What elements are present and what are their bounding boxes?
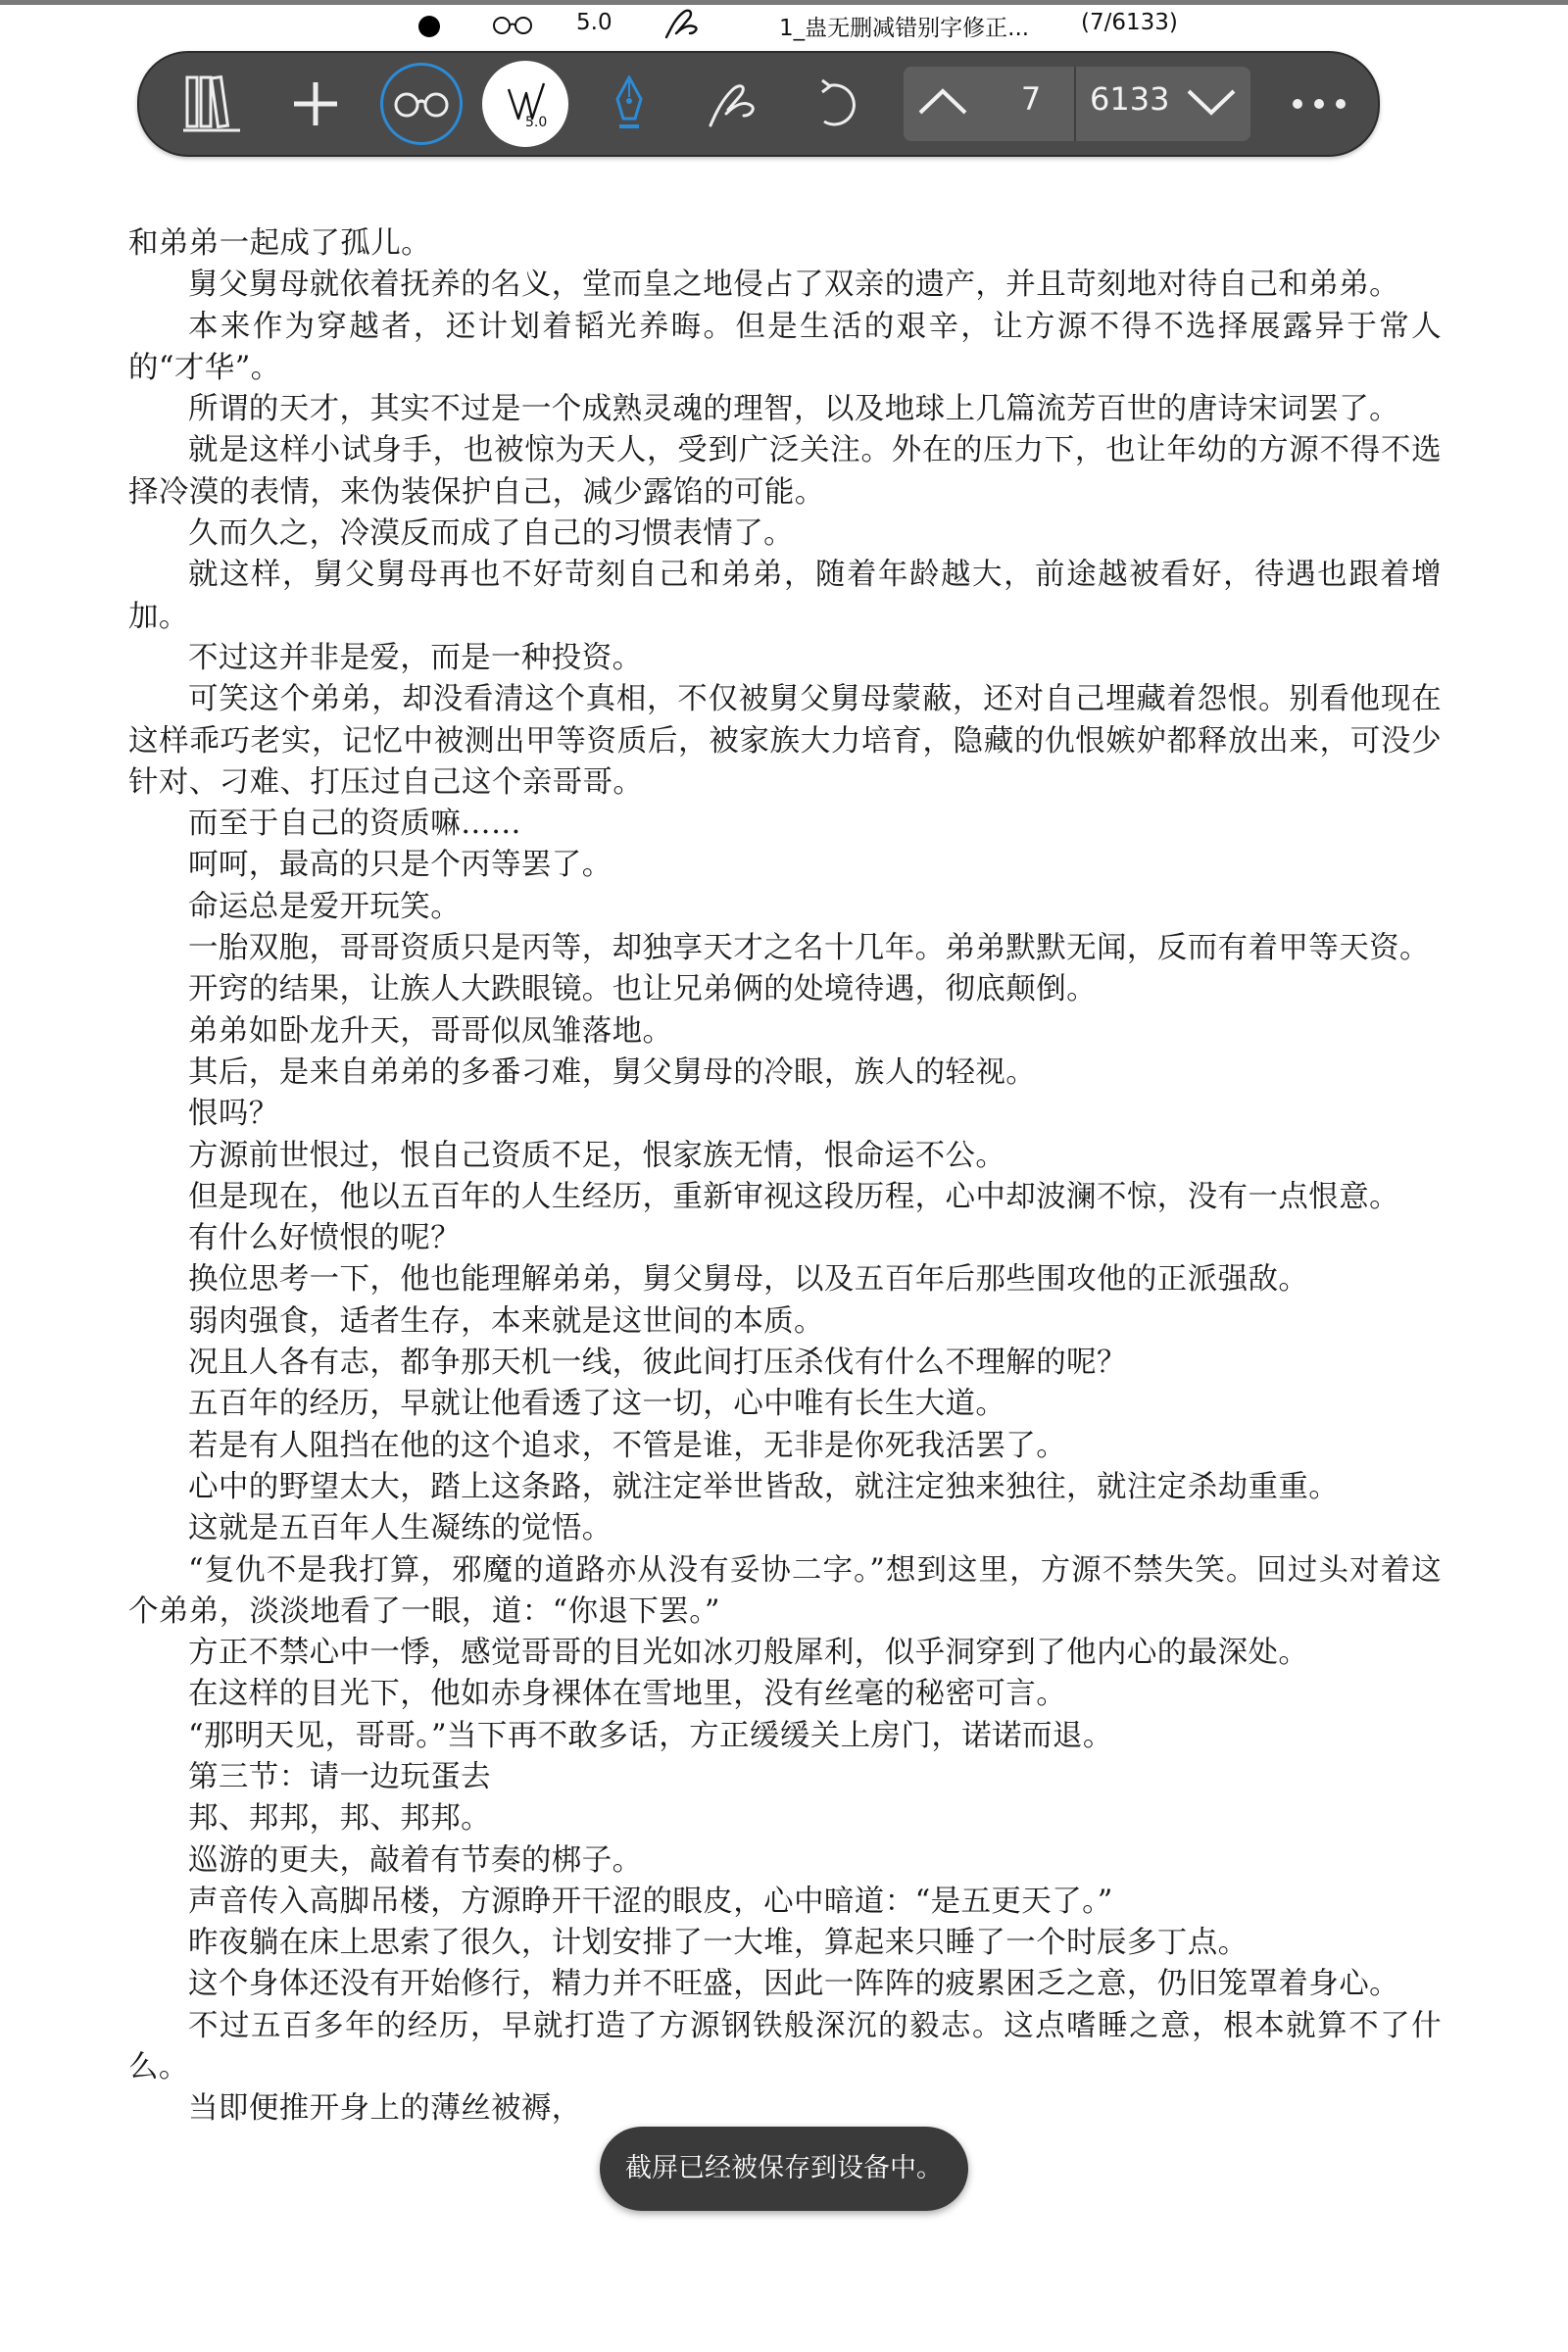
paragraph: 本来作为穿越者，还计划着韬光养晦。但是生活的艰辛，让方源不得不选择展露异于常人的“才华”。 (128, 309, 1442, 385)
pen-version-label: 5.0 (525, 115, 548, 130)
glasses-icon (492, 14, 533, 41)
page-navigator (904, 67, 1250, 141)
paragraph: 方正不禁心中一悸，感觉哥哥的目光如冰刃般犀利，似乎洞穿到了他内心的最深处。 (188, 1636, 1309, 1671)
toolbar (137, 51, 1380, 157)
undo-button[interactable] (798, 65, 876, 143)
paragraph: 而至于自己的资质嘛…… (188, 807, 521, 842)
reading-mode-button[interactable] (380, 63, 463, 145)
chevron-up-icon (916, 87, 969, 121)
page-divider (1074, 67, 1076, 141)
document-title: 1_蛊无删减错别字修正... (779, 16, 1030, 41)
paragraph: 恨吗？ (188, 1097, 279, 1132)
record-dot-icon (418, 16, 440, 37)
paragraph: 当即便推开身上的薄丝被褥， (188, 2091, 582, 2127)
paragraph: 昨夜躺在床上思索了很久，计划安排了一大堆，算起来只睡了一个时辰多丁点。 (188, 1926, 1249, 1961)
previous-page-button[interactable] (911, 73, 974, 135)
paragraph: 心中的野望太大，踏上这条路，就注定举世皆敌，就注定独来独往，就注定杀劫重重。 (188, 1469, 1340, 1504)
paragraph: 舅父舅母就依着抚养的名义，堂而皇之地侵占了双亲的遗产，并且苛刻地对待自己和弟弟。 (188, 268, 1399, 303)
paragraph: 其后，是来自弟弟的多番刁难，舅父舅母的冷眼，族人的轻视。 (188, 1054, 1037, 1090)
paragraph: 第三节：请一边玩蛋去 (188, 1759, 491, 1794)
add-icon (290, 78, 341, 129)
hand-sign-button[interactable] (694, 65, 772, 143)
undo-icon (812, 78, 861, 129)
paragraph: 呵呵，最高的只是个丙等罢了。 (188, 848, 612, 883)
next-page-button[interactable] (1180, 73, 1243, 135)
paragraph: 不过五百多年的经历，早就打造了方源钢铁般深沉的毅志。这点嗜睡之意，根本就算不了什么。 (128, 2008, 1442, 2085)
paragraph: 况且人各有志，都争那天机一线，彼此间打压杀伐有什么不理解的呢？ (188, 1346, 1127, 1381)
paragraph: 可笑这个弟弟，却没看清这个真相，不仅被舅父舅母蒙蔽，还对自己埋藏着怨恨。别看他现在这样乖巧老实，记忆中被测出甲等资质后，被家族大力培育，隐藏的仇恨嫉妒都释放出来，可没少针对、刁难、打压过自己这个亲哥哥。 (128, 682, 1442, 800)
fountain-pen-icon (610, 75, 649, 132)
chevron-down-icon (1185, 87, 1238, 121)
paragraph: 换位思考一下，他也能理解弟弟，舅父舅母，以及五百年后那些围攻他的正派强敌。 (188, 1262, 1309, 1298)
paragraph: 这个身体还没有开始修行，精力并不旺盛，因此一阵阵的疲累困乏之意，仍旧笼罩着身心。 (188, 1967, 1399, 2002)
paragraph: 五百年的经历，早就让他看透了这一切，心中唯有长生大道。 (188, 1387, 1006, 1422)
paragraph: 有什么好愤恨的呢？ (188, 1221, 462, 1256)
paragraph: 但是现在，他以五百年的人生经历，重新审视这段历程，心中却波澜不惊，没有一点恨意。 (188, 1179, 1399, 1214)
paragraph: 巡游的更夫，敲着有节奏的梆子。 (188, 1842, 643, 1878)
paragraph: 若是有人阻挡在他的这个追求，不管是谁，无非是你死我活罢了。 (188, 1428, 1067, 1463)
document-content (128, 223, 1442, 2131)
top-edge-line (0, 0, 1568, 5)
paragraph: 久而久之，冷漠反而成了自己的习惯表情了。 (188, 516, 794, 552)
paragraph: 一胎双胞，哥哥资质只是丙等，却独享天才之名十几年。弟弟默默无闻，反而有着甲等天资。 (188, 931, 1430, 966)
paragraph: 方源前世恨过，恨自己资质不足，恨家族无情，恨命运不公。 (188, 1138, 1006, 1173)
more-button[interactable] (1280, 65, 1358, 143)
paragraph: 这就是五百年人生凝练的觉悟。 (188, 1511, 612, 1546)
paragraph: 和弟弟一起成了孤儿。 (128, 226, 431, 261)
paragraph: 弟弟如卧龙升天，哥哥似凤雏落地。 (188, 1013, 673, 1049)
status-version: 5.0 (576, 10, 612, 35)
paragraph: 声音传入高脚吊楼，方源睁开干涩的眼皮，心中暗道：“是五更天了。” (188, 1884, 1113, 1919)
paragraph: 邦、邦邦，邦、邦邦。 (188, 1801, 491, 1837)
reading-mode-icon (392, 89, 451, 119)
hand-sign-icon (705, 78, 761, 129)
library-icon (183, 74, 240, 134)
more-icon (1292, 98, 1347, 110)
add-button[interactable] (276, 65, 355, 143)
page-indicator: (7/6133) (1081, 10, 1178, 35)
toast-message: 截屏已经被保存到设备中。 (600, 2127, 968, 2211)
paragraph: 命运总是爱开玩笑。 (188, 889, 462, 924)
signature-pen-button[interactable] (482, 61, 568, 147)
paragraph: 在这样的目光下，他如赤身裸体在雪地里，没有丝毫的秘密可言。 (188, 1677, 1067, 1712)
paragraph: “那明天见，哥哥。”当下再不敢多话，方正缓缓关上房门，诺诺而退。 (188, 1718, 1113, 1753)
paragraph: 弱肉强食，适者生存，本来就是这世间的本质。 (188, 1303, 824, 1339)
status-bar (0, 6, 1568, 45)
library-button[interactable] (172, 65, 251, 143)
paragraph: 就这样，舅父舅母再也不好苛刻自己和弟弟，随着年龄越大，前途越被看好，待遇也跟着增加。 (128, 558, 1442, 634)
fountain-pen-button[interactable] (590, 65, 668, 143)
total-pages-number: 6133 (1090, 80, 1170, 118)
paragraph: 所谓的天才，其实不过是一个成熟灵魂的理智，以及地球上几篇流芳百世的唐诗宋词罢了。 (188, 392, 1399, 427)
signature-icon (662, 8, 702, 47)
paragraph: “复仇不是我打算，邪魔的道路亦从没有妥协二字。”想到这里，方源不禁失笑。回过头对着这个弟弟，淡淡地看了一眼，道：“你退下罢。” (128, 1552, 1442, 1629)
paragraph: 不过这并非是爱，而是一种投资。 (188, 640, 643, 675)
paragraph: 开窍的结果，让族人大跌眼镜。也让兄弟俩的处境待遇，彻底颠倒。 (188, 972, 1097, 1007)
paragraph: 就是这样小试身手，也被惊为天人，受到广泛关注。外在的压力下，也让年幼的方源不得不选择冷漠的表情，来伪装保护自己，减少露馅的可能。 (128, 433, 1442, 510)
current-page-number[interactable]: 7 (1020, 80, 1042, 118)
